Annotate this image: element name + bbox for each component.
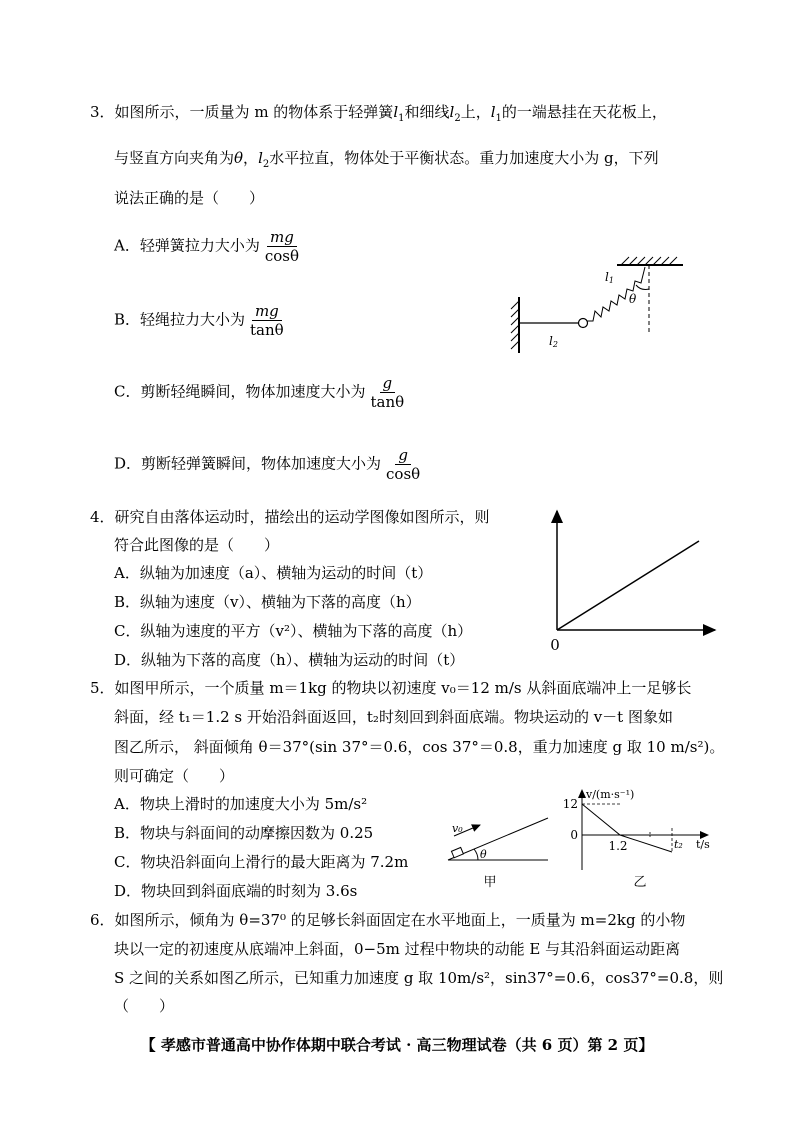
v-axis-label: v/(m·s⁻¹) <box>586 788 635 801</box>
q5-line2: 斜面，经 t₁＝1.2 s 开始沿斜面返回，t₂时刻回到斜面底端。物块运动的 v－t 图象如 <box>114 708 673 726</box>
tick-0: 0 <box>570 828 578 842</box>
q4-option-b: B．纵轴为速度（v）、横轴为下落的高度（h） <box>114 593 421 611</box>
q5-option-a: A．物块上滑时的加速度大小为 5m/s² <box>114 795 368 813</box>
q5-line4: 则可确定（ ） <box>114 767 235 785</box>
page-footer: 【 孝感市普通高中协作体期中联合考试 · 高三物理试卷（共 6 页）第 2 页】 <box>140 1036 654 1054</box>
theta-label: θ <box>629 292 637 306</box>
q4-option-a: A．纵轴为加速度（a）、横轴为运动的时间（t） <box>114 564 433 582</box>
l1-label: l1 <box>605 270 614 285</box>
q4-line2: 符合此图像的是（ ） <box>114 536 280 554</box>
q3-option-b: B．轻绳拉力大小为 $\frac{mg}{\tan\theta}$ <box>114 302 289 339</box>
theta-label: θ <box>480 848 487 861</box>
q5-line1: 5．如图甲所示，一个质量 m＝1kg 的物块以初速度 v₀＝12 m/s 从斜面底端冲上一足够长 <box>90 679 692 697</box>
q4-option-c: C．纵轴为速度的平方（v²）、横轴为下落的高度（h） <box>114 622 473 640</box>
q6-line1: 6．如图所示，倾角为 θ=37⁰ 的足够长斜面固定在水平地面上，一质量为 m=2kg 的小物 <box>90 911 686 929</box>
q3-spring-figure <box>505 245 695 360</box>
q5-vt-graph <box>560 780 720 892</box>
fraction: $\frac{mg}{\cos\theta}$ <box>264 228 300 265</box>
q5-option-d: D．物块回到斜面底端的时刻为 3.6s <box>114 882 358 900</box>
l2-label: l2 <box>549 334 558 349</box>
q5-option-c: C．物块沿斜面向上滑行的最大距离为 7.2m <box>114 853 409 871</box>
fraction: $\frac{g}{\tan\theta}$ <box>370 374 405 411</box>
tick-1-2: 1.2 <box>608 839 628 853</box>
graph-line <box>557 541 699 630</box>
q3-option-a: A．轻弹簧拉力大小为 $\frac{mg}{\cos\theta}$ <box>114 228 304 265</box>
caption-jia: 甲 <box>483 875 497 890</box>
caption-yi: 乙 <box>633 875 647 890</box>
fraction: $\frac{mg}{\tan\theta}$ <box>250 302 284 339</box>
q4-linear-graph <box>545 505 720 655</box>
q6-line4: （ ） <box>114 997 175 1015</box>
q4-line1: 4．研究自由落体运动时，描绘出的运动学图像如图所示，则 <box>90 508 490 526</box>
q5-incline-figure <box>440 812 555 892</box>
q3-line2: 与竖直方向夹角为θ，$l_2$水平拉直，物体处于平衡状态。重力加速度大小为 g，下列 <box>114 149 659 170</box>
q6-line3: S 之间的关系如图乙所示，已知重力加速度 g 取 10m/s²，sin37°=0.6，cos37°=0.8，则 <box>114 969 724 987</box>
q6-line2: 块以一定的初速度从底端冲上斜面，0−5m 过程中物块的动能 E 与其沿斜面运动距离 <box>114 940 681 958</box>
t2-label: t₂ <box>674 838 683 851</box>
q5-option-b: B．物块与斜面间的动摩擦因数为 0.25 <box>114 824 374 842</box>
q5-line3: 图乙所示， 斜面倾角 θ＝37°(sin 37°＝0.6，cos 37°＝0.8，重力加速度 g 取 10 m/s²)。 <box>114 738 725 756</box>
q3-option-c: C．剪断轻绳瞬间，物体加速度大小为 $\frac{g}{\tan\theta}$ <box>114 374 409 411</box>
q4-option-d: D．纵轴为下落的高度（h）、横轴为运动的时间（t） <box>114 651 465 669</box>
q3-option-d: D．剪断轻弹簧瞬间，物体加速度大小为 $\frac{g}{\cos\theta}$ <box>114 446 425 483</box>
fraction: $\frac{g}{\cos\theta}$ <box>386 446 421 483</box>
v0-label: v₀ <box>452 822 463 835</box>
origin-label: 0 <box>550 636 560 654</box>
t-axis-label: t/s <box>696 838 710 851</box>
tick-12: 12 <box>562 797 578 811</box>
q3-line3: 说法正确的是（ ） <box>114 189 265 207</box>
q3-line1: 3．如图所示，一质量为 m 的物体系于轻弹簧$l_1$和细线$l_2$上，$l_1$的一端悬挂在天花板上， <box>90 103 667 124</box>
